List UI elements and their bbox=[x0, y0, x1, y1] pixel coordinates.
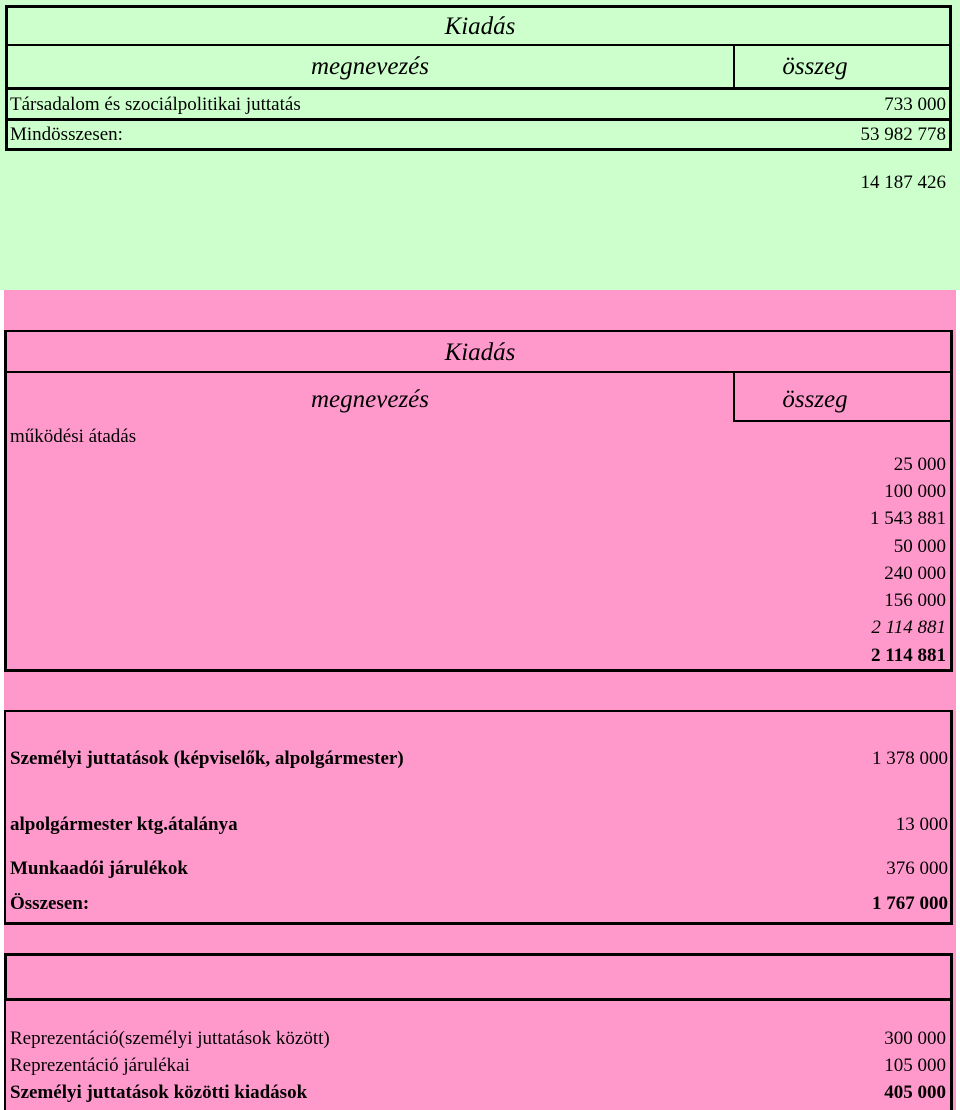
mid-subtotal: 2 114 881 bbox=[871, 617, 946, 638]
mid-section-label: működési átadás bbox=[10, 426, 137, 447]
top-row-2-label: Mindösszesen: bbox=[10, 124, 123, 145]
top-header-col-divider bbox=[733, 44, 735, 88]
mid-amount-3: 1 543 881 bbox=[870, 508, 946, 529]
top-extra-amount: 14 187 426 bbox=[860, 172, 946, 193]
mid-title: Kiadás bbox=[444, 339, 516, 366]
mid-table-box bbox=[4, 330, 953, 672]
repr-row-3-label: Személyi juttatások közötti kiadások bbox=[10, 1082, 308, 1103]
mid-col-amount: összeg bbox=[782, 386, 848, 413]
mid-header-col-divider bbox=[733, 371, 735, 421]
repr-row-1-amount: 300 000 bbox=[884, 1028, 946, 1049]
repr-row-2-amount: 105 000 bbox=[884, 1055, 946, 1076]
top-title: Kiadás bbox=[444, 13, 516, 40]
repr-row-3-amount: 405 000 bbox=[884, 1082, 946, 1103]
top-col-name: megnevezés bbox=[311, 53, 429, 80]
mid-amount-2: 100 000 bbox=[884, 481, 946, 502]
empty-box bbox=[4, 953, 953, 1001]
top-row-1-label: Társadalom és szociálpolitikai juttatás bbox=[10, 94, 301, 115]
personal-row-1-label: Személyi juttatások (képviselők, alpolgármester) bbox=[10, 748, 404, 769]
personal-row-3-label: Munkaadói járulékok bbox=[10, 858, 188, 879]
top-row-divider bbox=[5, 118, 952, 121]
personal-row-2-amount: 13 000 bbox=[895, 814, 948, 835]
personal-row-3-amount: 376 000 bbox=[886, 858, 948, 879]
top-row-2-amount: 53 982 778 bbox=[860, 124, 946, 145]
mid-amount-1: 25 000 bbox=[893, 454, 946, 475]
personal-row-4-amount: 1 767 000 bbox=[872, 893, 948, 914]
top-col-amount: összeg bbox=[782, 53, 848, 80]
top-rows-left bbox=[5, 90, 8, 150]
top-rows-right bbox=[949, 90, 952, 150]
top-header-divider bbox=[7, 44, 951, 46]
top-row-1-amount: 733 000 bbox=[884, 94, 946, 115]
mid-header-divider bbox=[7, 371, 951, 373]
personal-row-2-label: alpolgármester ktg.átalánya bbox=[10, 814, 238, 835]
mid-amount-6: 156 000 bbox=[884, 590, 946, 611]
repr-row-2-label: Reprezentáció járulékai bbox=[10, 1055, 190, 1076]
mid-amount-4: 50 000 bbox=[893, 536, 946, 557]
personal-row-1-amount: 1 378 000 bbox=[872, 748, 948, 769]
personal-row-4-label: Összesen: bbox=[10, 893, 90, 914]
repr-row-1-label: Reprezentáció(személyi juttatások között) bbox=[10, 1028, 330, 1049]
mid-col-name: megnevezés bbox=[311, 386, 429, 413]
mid-header-bottom bbox=[733, 420, 951, 422]
mid-total: 2 114 881 bbox=[871, 645, 946, 666]
top-rows-bottom bbox=[5, 148, 952, 151]
mid-amount-5: 240 000 bbox=[884, 563, 946, 584]
